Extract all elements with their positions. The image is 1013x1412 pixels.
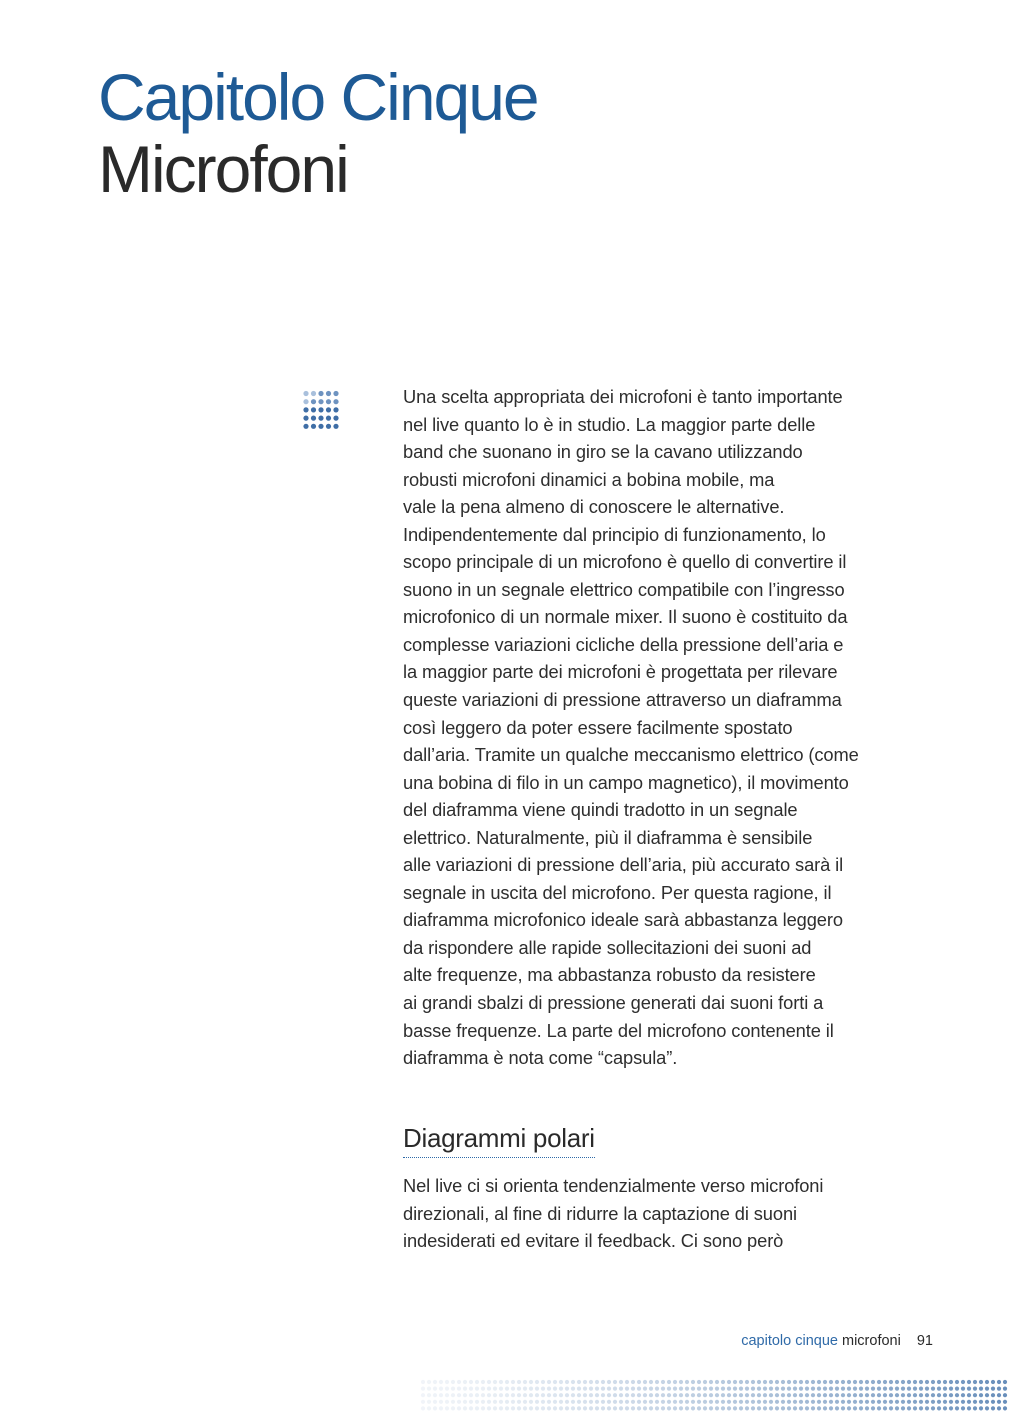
footer-section-label: microfoni (842, 1333, 901, 1349)
dot-grid-icon (303, 390, 339, 430)
chapter-subtitle: Microfoni (98, 132, 348, 206)
text-line: vale la pena almeno di conoscere le alternative. (403, 496, 785, 518)
text-line: indesiderati ed evitare il feedback. Ci sono però (403, 1230, 784, 1252)
text-line: queste variazioni di pressione attraverso un diaframma (403, 689, 842, 711)
footer-chapter-label: capitolo cinque (741, 1333, 838, 1349)
section-paragraph (403, 1172, 923, 1255)
text-line: così leggero da poter essere facilmente spostato (403, 716, 793, 738)
text-line: basse frequenze. La parte del microfono contenente il (403, 1019, 834, 1041)
text-line: elettrico. Naturalmente, più il diaframma è sensibile (403, 826, 813, 848)
text-line: dall’aria. Tramite un qualche meccanismo elettrico (come (403, 744, 859, 766)
text-line: robusti microfoni dinamici a bobina mobile, ma (403, 468, 775, 490)
text-line: ai grandi sbalzi di pressione generati dai suoni forti a (403, 992, 824, 1014)
text-line: una bobina di filo in un campo magnetico), il movimento (403, 771, 849, 793)
text-line: segnale in uscita del microfono. Per questa ragione, il (403, 881, 832, 903)
footer-dot-pattern (420, 1378, 1013, 1412)
intro-paragraph (403, 383, 923, 1072)
text-line: nel live quanto lo è in studio. La maggior parte delle (403, 413, 816, 435)
text-line: Nel live ci si orienta tendenzialmente verso microfoni (403, 1175, 824, 1196)
chapter-title: Capitolo Cinque (98, 60, 538, 134)
text-line: alte frequenze, ma abbastanza robusto da resistere (403, 964, 816, 986)
text-line: direzionali, al fine di ridurre la captazione di suoni (403, 1202, 797, 1224)
page-number: 91 (916, 1333, 933, 1349)
text-line: da rispondere alle rapide sollecitazioni dei suoni ad (403, 936, 812, 958)
section-heading: Diagrammi polari (403, 1120, 595, 1158)
text-line: Una scelta appropriata dei microfoni è tanto importante (403, 386, 843, 407)
text-line: scopo principale di un microfono è quello di convertire il (403, 551, 847, 573)
text-line: Indipendentemente dal principio di funzionamento, lo (403, 523, 826, 545)
page-footer (741, 1331, 933, 1351)
text-line: microfonico di un normale mixer. Il suono è costituito da (403, 606, 848, 628)
text-line: diaframma è nota come “capsula”. (403, 1047, 678, 1069)
text-line: la maggior parte dei microfoni è progettata per rilevare (403, 661, 838, 683)
text-line: del diaframma viene quindi tradotto in un segnale (403, 799, 798, 821)
text-line: complesse variazioni cicliche della pressione dell’aria e (403, 633, 844, 655)
text-line: band che suonano in giro se la cavano utilizzando (403, 441, 803, 463)
text-line: alle variazioni di pressione dell’aria, più accurato sarà il (403, 854, 844, 876)
text-line: suono in un segnale elettrico compatibile con l’ingresso (403, 578, 845, 600)
text-line: diaframma microfonico ideale sarà abbastanza leggero (403, 909, 843, 931)
